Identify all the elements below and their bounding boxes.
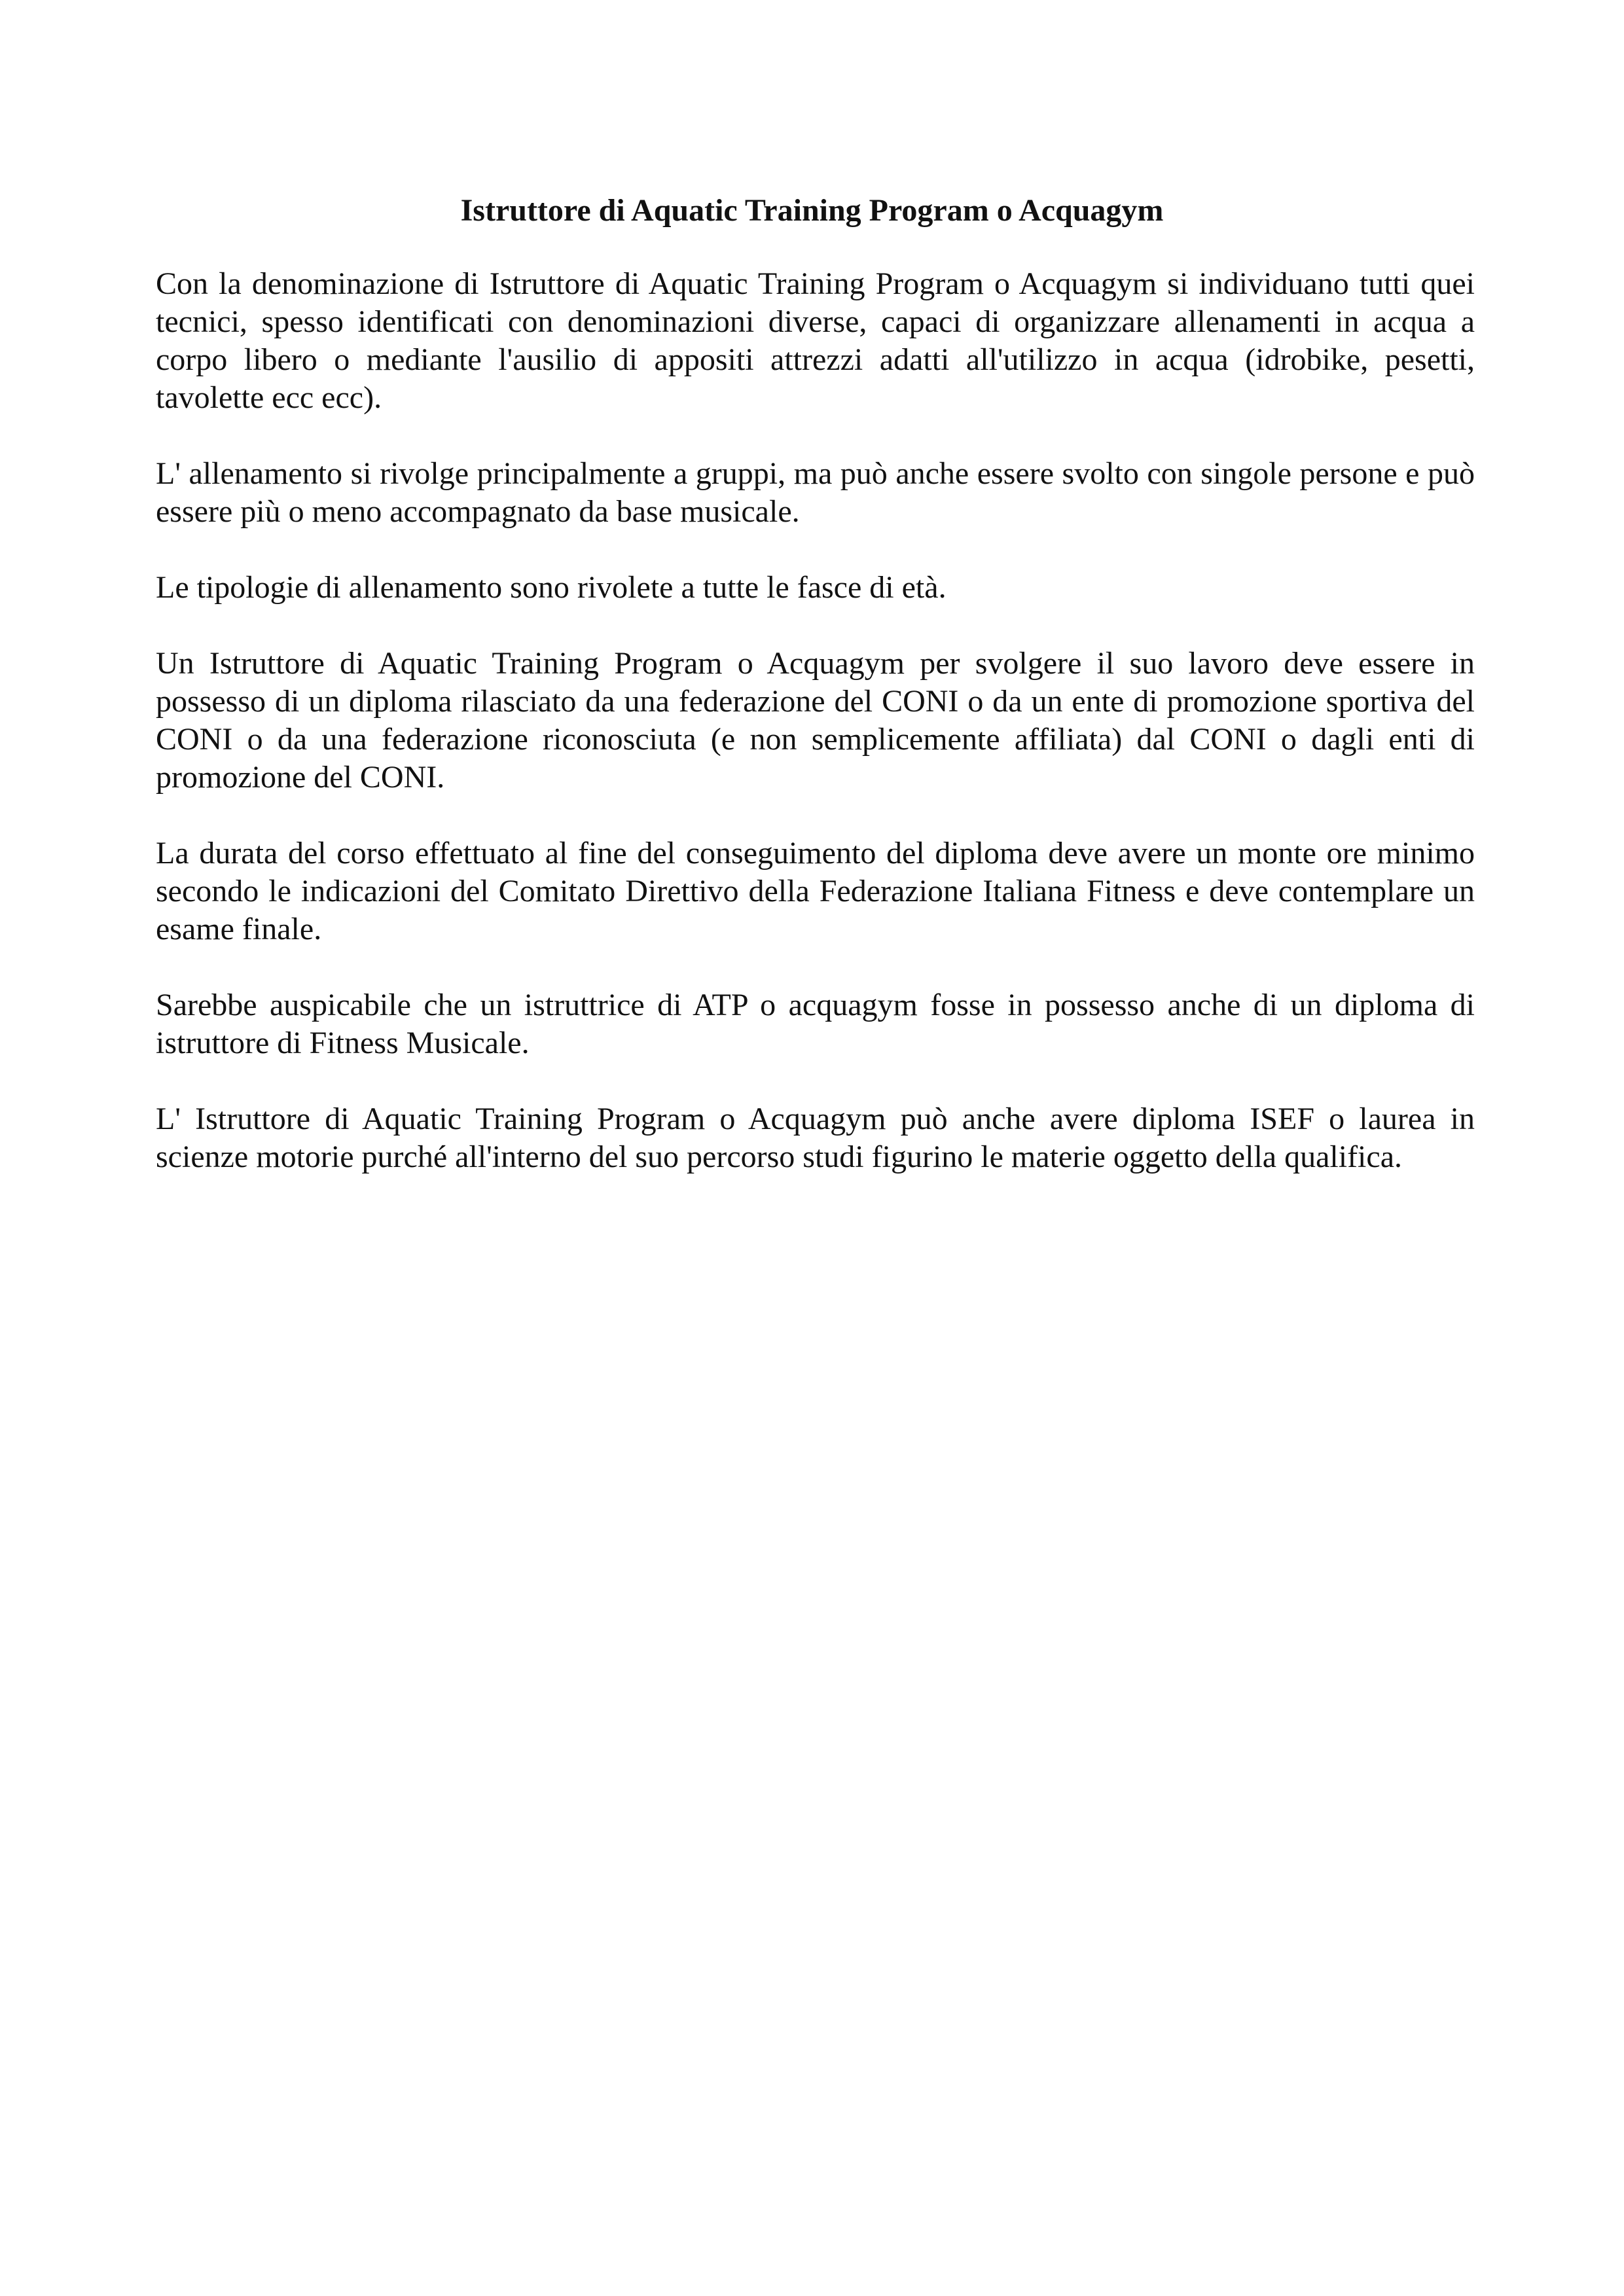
paragraph-2: L' allenamento si rivolge principalmente a gruppi, ma può anche essere svolto con singole persone e può essere più o meno accompagnato da base musicale. [156, 456, 1475, 529]
document-title: Istruttore di Aquatic Training Program o Acquagym [460, 193, 1164, 228]
paragraph-6: Sarebbe auspicabile che un istruttrice di ATP o acquagym fosse in possesso anche di un diploma di istruttore di Fitness Musicale. [156, 988, 1475, 1060]
paragraph-1: Con la denominazione di Istruttore di Aquatic Training Program o Acquagym si individuano tutti quei tecnici, spesso identificati con denominazioni diverse, capaci di organizzare allenamenti in acqua a corpo libero o mediante l'ausilio di appositi attrezzi adatti all'utilizzo in acqua (idrobike, pesetti, tavolette ecc ecc). [156, 266, 1475, 415]
paragraph-3: Le tipologie di allenamento sono rivolete a tutte le fasce di età. [156, 570, 947, 605]
paragraph-5: La durata del corso effettuato al fine del conseguimento del diploma deve avere un monte ore minimo secondo le indicazioni del Comitato Direttivo della Federazione Italiana Fitness e deve contemplare un esame finale. [156, 836, 1475, 946]
paragraph-4: Un Istruttore di Aquatic Training Program o Acquagym per svolgere il suo lavoro deve essere in possesso di un diploma rilasciato da una federazione del CONI o da un ente di promozione sportiva del CONI o da una federazione riconosciuta (e non semplicemente affiliata) dal CONI o dagli enti di promozione del CONI. [156, 646, 1475, 795]
paragraph-7: L' Istruttore di Aquatic Training Program o Acquagym può anche avere diploma ISEF o laurea in scienze motorie purché all'interno del suo percorso studi figurino le materie oggetto della qualifica. [156, 1102, 1475, 1174]
document-body [156, 265, 1475, 1214]
